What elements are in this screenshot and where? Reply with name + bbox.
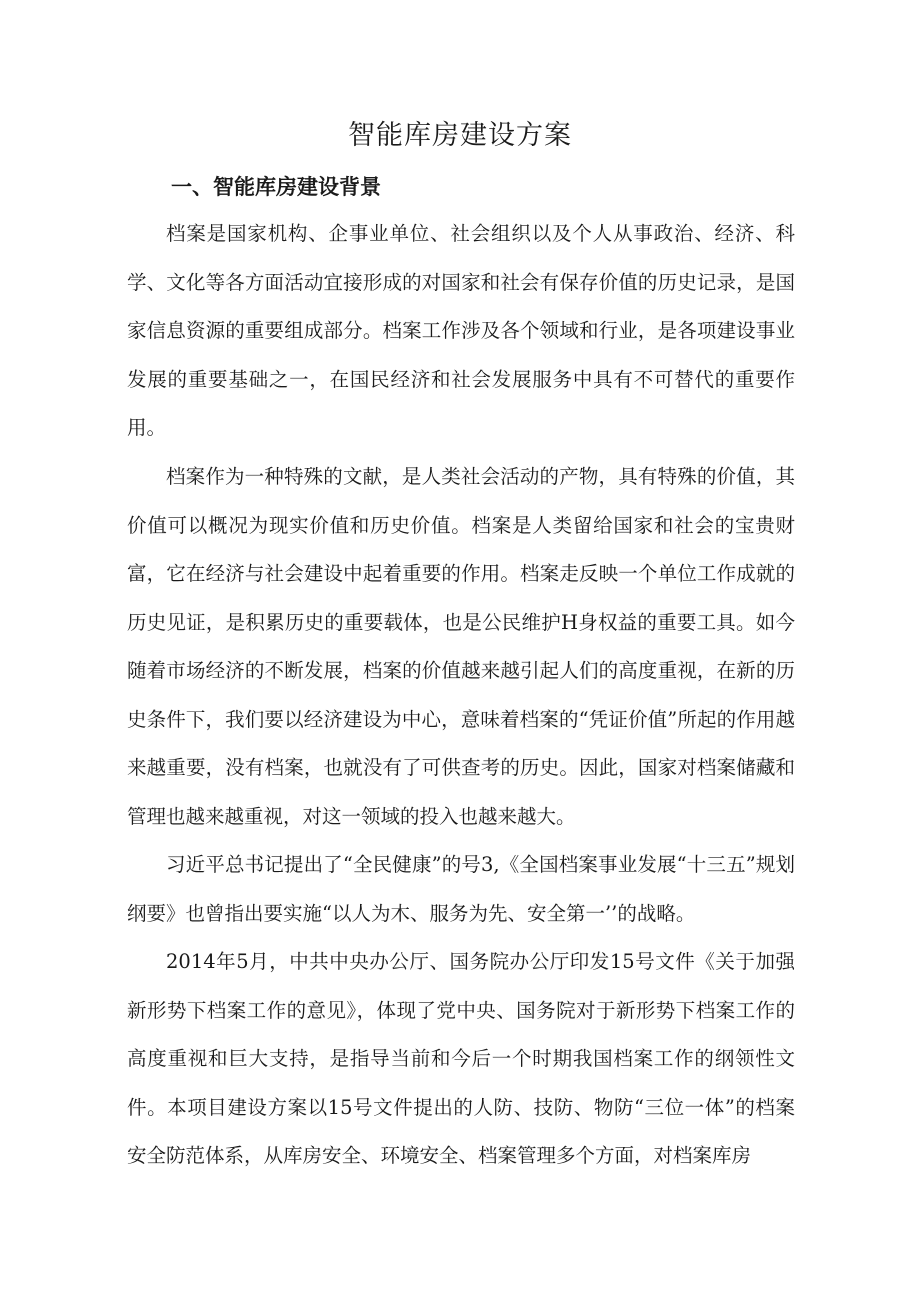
document-title: 智能库房建设方案 [348, 120, 572, 151]
paragraph-2: 档案作为一种特殊的文献，是人类社会活动的产物，具有特殊的价值，其价值可以概况为现实价值和历史价值。档案是人类留给国家和社会的宝贵财富，它在经济与社会建设中起着重要的作用。档案走反映一个单位工作成就的历史见证，是积累历史的重要载体，也是公民维护H身权益的重要工具。如今随着市场经济的不断发展，档案的价值越来越引起人们的高度重视，在新的历史条件下，我们要以经济建设为中心，意味着档案的“凭证价值”所起的作用越来越重要，没有档案，也就没有了可供查考的历史。因此，国家对档案储藏和管理也越来越重视，对这一领域的投入也越来越大。 [127, 465, 795, 828]
section-heading: 一、智能库房建设背景 [171, 175, 381, 199]
paragraph-3: 习近平总书记提出了“全民健康”的号3,《全国档案事业发展“十三五”规划纲要》也曾指出要实施“以人为木、服务为先、安全第一’’的战略。 [127, 853, 795, 925]
paragraph-1: 档案是国家机构、企事业单位、社会组织以及个人从事政治、经济、科学、文化等各方面活动宜接形成的对国家和社会有保存价值的历史记录，是国家信息资源的重要组成部分。档案工作涉及各个领域和行业，是各项建设事业发展的重要基础之一，在国民经济和社会发展服务中具有不可替代的重要作用。 [127, 222, 795, 439]
paragraph-4: 2014年5月，中共中央办公厅、国务院办公厅印发15号文件《关于加强新形势下档案工作的意见》，体现了党中央、国务院对于新形势下档案工作的高度重视和巨大支持，是指导当前和今后一个时期我国档案工作的纲领性文件。本项目建设方案以15号文件提出的人防、技防、物防“三位一体”的档案安全防范体系，从库房安全、环境安全、档案管理多个方面，对档案库房 [127, 950, 795, 1167]
